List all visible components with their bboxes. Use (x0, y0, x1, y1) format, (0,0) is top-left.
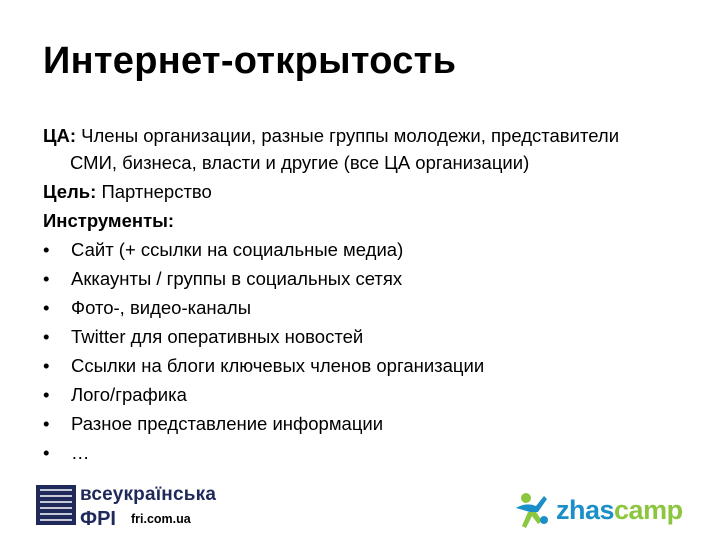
bullet-icon: • (43, 326, 50, 347)
bullet-icon: • (43, 239, 50, 260)
slide-title: Интернет-открытость (43, 40, 457, 82)
list-item: • … (43, 438, 703, 467)
target-audience-label: ЦА: (43, 125, 77, 146)
target-audience-text: Члены организации, разные группы молодежи, представители (76, 125, 620, 146)
list-item: • Twitter для оперативных новостей (43, 322, 703, 351)
target-audience-continuation: СМИ, бизнеса, власти и другие (все ЦА организации) (70, 152, 530, 173)
slide-body (43, 121, 703, 467)
target-audience-line (43, 121, 703, 150)
list-item: • Разное представление информации (43, 409, 703, 438)
list-item: • Аккаунты / группы в социальных сетях (43, 264, 703, 293)
zhascamp-wordmark: zhascamp (556, 494, 683, 525)
list-item: • Сайт (+ ссылки на социальные медиа) (43, 235, 703, 264)
zhascamp-logo (510, 488, 683, 532)
goal-label: Цель: (43, 181, 97, 202)
tools-bullet-list (43, 235, 703, 467)
tools-line (43, 206, 703, 235)
fri-emblem-icon (36, 485, 76, 525)
zhascamp-figure-icon (510, 488, 554, 532)
list-item: • Ссылки на блоги ключевых членов организации (43, 351, 703, 380)
fri-abbreviation: ФРІ (80, 508, 116, 530)
bullet-icon: • (43, 442, 50, 463)
fri-name: всеукраїнська (80, 484, 217, 505)
tools-label: Инструменты: (43, 210, 175, 231)
list-item: • Лого/графика (43, 380, 703, 409)
goal-line (43, 177, 703, 206)
bullet-icon: • (43, 297, 50, 318)
bullet-icon: • (43, 355, 50, 376)
bullet-icon: • (43, 413, 50, 434)
fri-website-url: fri.com.ua (131, 512, 191, 526)
bullet-icon: • (43, 384, 50, 405)
goal-text: Партнерство (96, 181, 212, 202)
list-item: • Фото-, видео-каналы (43, 293, 703, 322)
bullet-icon: • (43, 268, 50, 289)
